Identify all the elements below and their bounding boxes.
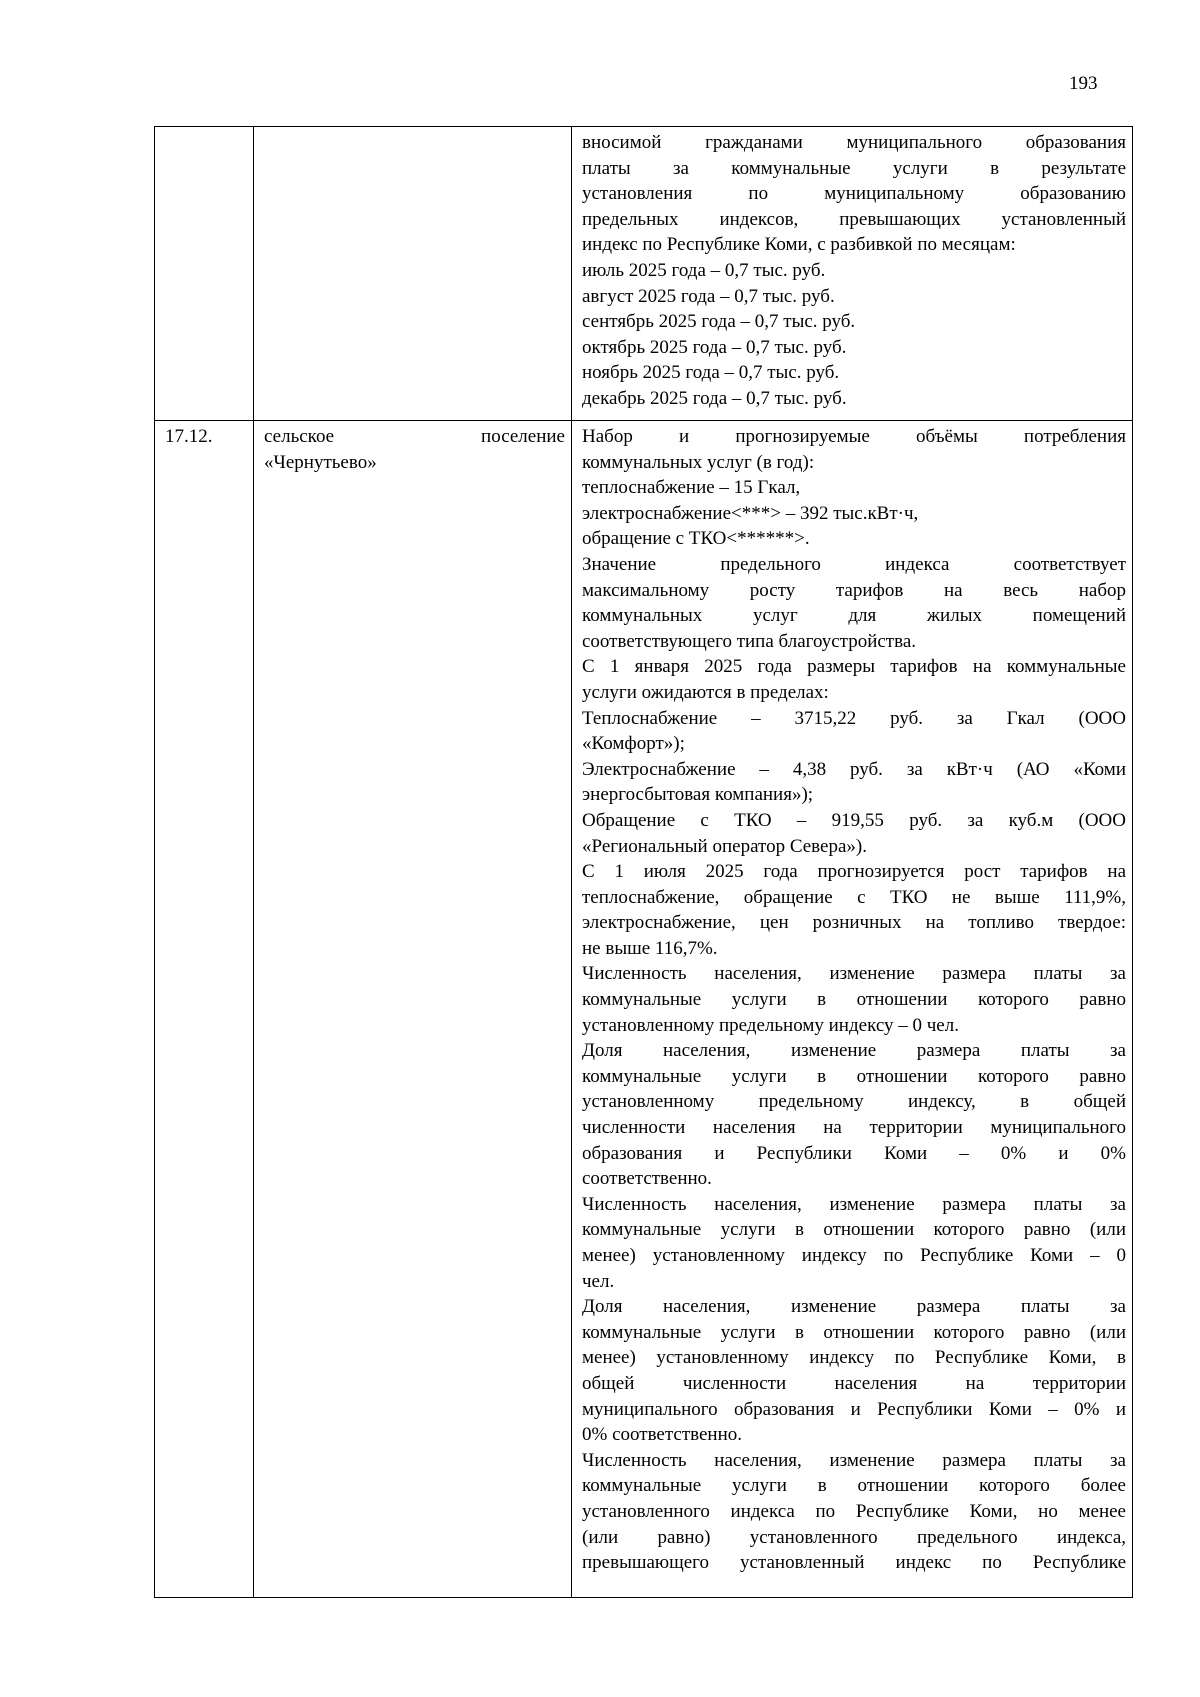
description-line: электроснабжение, цен розничных на топливо твердое: xyxy=(582,912,1126,934)
description-line: установленного индекса по Республике Коми, но менее xyxy=(582,1500,1126,1522)
description-line: чел. xyxy=(582,1270,615,1292)
description-line: общей численности населения на территории xyxy=(582,1372,1126,1394)
description-line: не выше 116,7%. xyxy=(582,937,718,959)
description-line: коммунальные услуги в отношении которого равно (или xyxy=(582,1219,1126,1241)
description-line: менее) установленному индексу по Республике Коми – 0 xyxy=(582,1245,1126,1266)
description-line: Численность населения, изменение размера платы за xyxy=(582,963,1126,985)
description-line: электроснабжение<***> – 392 тыс.кВт·ч, xyxy=(582,502,919,524)
description-line: декабрь 2025 года – 0,7 тыс. руб. xyxy=(582,387,847,409)
municipality-cell xyxy=(254,421,572,1598)
description-line: платы за коммунальные услуги в результате xyxy=(582,157,1126,179)
description-line: максимальному росту тарифов на весь набор xyxy=(582,579,1126,601)
description-line: превышающего установленный индекс по Республике xyxy=(582,1552,1126,1574)
description-line: ноябрь 2025 года – 0,7 тыс. руб. xyxy=(582,362,840,384)
description-line: коммунальных услуг для жилых помещений xyxy=(582,605,1126,627)
description-line: индекс по Республике Коми, с разбивкой по месяцам: xyxy=(582,234,1016,256)
table-row xyxy=(155,421,1133,1598)
description-line: июль 2025 года – 0,7 тыс. руб. xyxy=(582,259,826,281)
description-line: предельных индексов, превышающих установленный xyxy=(582,208,1126,230)
description-line: теплоснабжение, обращение с ТКО не выше 111,9%, xyxy=(582,886,1126,908)
municipality-cell xyxy=(254,127,572,421)
description-line: (или равно) установленного предельного индекса, xyxy=(582,1526,1126,1548)
description-cell xyxy=(572,127,1133,421)
description-line: Электроснабжение – 4,38 руб. за кВт·ч (АО «Коми xyxy=(582,758,1126,780)
description-line: образования и Республики Коми – 0% и 0% xyxy=(582,1142,1126,1164)
description-line: коммунальные услуги в отношении которого равно (или xyxy=(582,1321,1126,1343)
description-line: коммунальных услуг (в год): xyxy=(582,451,815,473)
municipality-name-line: сельское поселение xyxy=(264,426,565,447)
description-line: Обращение с ТКО – 919,55 руб. за куб.м (ООО xyxy=(582,809,1126,831)
description-line: С 1 июля 2025 года прогнозируется рост тарифов на xyxy=(582,861,1126,883)
description-line: установления по муниципальному образованию xyxy=(582,183,1126,205)
description-line: Доля населения, изменение размера платы за xyxy=(582,1040,1126,1062)
indices-table xyxy=(154,126,1133,1598)
description-line: Теплоснабжение – 3715,22 руб. за Гкал (ООО xyxy=(582,707,1126,729)
description-line: установленному предельному индексу, в общей xyxy=(582,1091,1126,1113)
description-line: сентябрь 2025 года – 0,7 тыс. руб. xyxy=(582,311,856,333)
table-row xyxy=(155,127,1133,421)
description-line: вносимой гражданами муниципального образования xyxy=(582,132,1126,153)
description-line: 0% соответственно. xyxy=(582,1424,743,1446)
description-line: август 2025 года – 0,7 тыс. руб. xyxy=(582,285,835,307)
description-line: «Комфорт»); xyxy=(582,733,685,755)
page-number: 193 xyxy=(1069,73,1098,94)
municipality-name-line: «Чернутьево» xyxy=(264,451,377,473)
description-line: установленному предельному индексу – 0 чел. xyxy=(582,1014,959,1036)
description-line: обращение с ТКО<******>. xyxy=(582,528,810,550)
description-line: Доля населения, изменение размера платы за xyxy=(582,1296,1126,1318)
description-line: соответствующего типа благоустройства. xyxy=(582,630,917,652)
description-line: октябрь 2025 года – 0,7 тыс. руб. xyxy=(582,336,847,358)
table-body xyxy=(155,127,1133,1598)
description-line: муниципального образования и Республики Коми – 0% и xyxy=(582,1398,1126,1420)
description-line: Численность населения, изменение размера платы за xyxy=(582,1449,1126,1471)
description-line: Численность населения, изменение размера платы за xyxy=(582,1193,1126,1215)
description-line: коммунальные услуги в отношении которого равно xyxy=(582,1065,1126,1087)
description-line: менее) установленному индексу по Республике Коми, в xyxy=(582,1347,1126,1369)
description-line: энергосбытовая компания»); xyxy=(582,784,814,806)
row-number-cell xyxy=(155,127,254,421)
row-number-cell xyxy=(155,421,254,1598)
description-line: коммунальные услуги в отношении которого равно xyxy=(582,989,1126,1011)
description-cell xyxy=(572,421,1133,1598)
description-line: теплоснабжение – 15 Гкал, xyxy=(582,477,801,499)
description-line: Набор и прогнозируемые объёмы потребления xyxy=(582,426,1126,447)
description-line: Значение предельного индекса соответствует xyxy=(582,553,1126,575)
description-line: С 1 января 2025 года размеры тарифов на коммунальные xyxy=(582,656,1126,678)
row-number: 17.12. xyxy=(165,426,213,447)
description-line: численности населения на территории муниципального xyxy=(582,1117,1126,1139)
description-line: коммунальные услуги в отношении которого более xyxy=(582,1475,1126,1497)
description-line: «Региональный оператор Севера»). xyxy=(582,835,867,857)
description-line: услуги ожидаются в пределах: xyxy=(582,681,829,703)
description-line: соответственно. xyxy=(582,1168,712,1190)
